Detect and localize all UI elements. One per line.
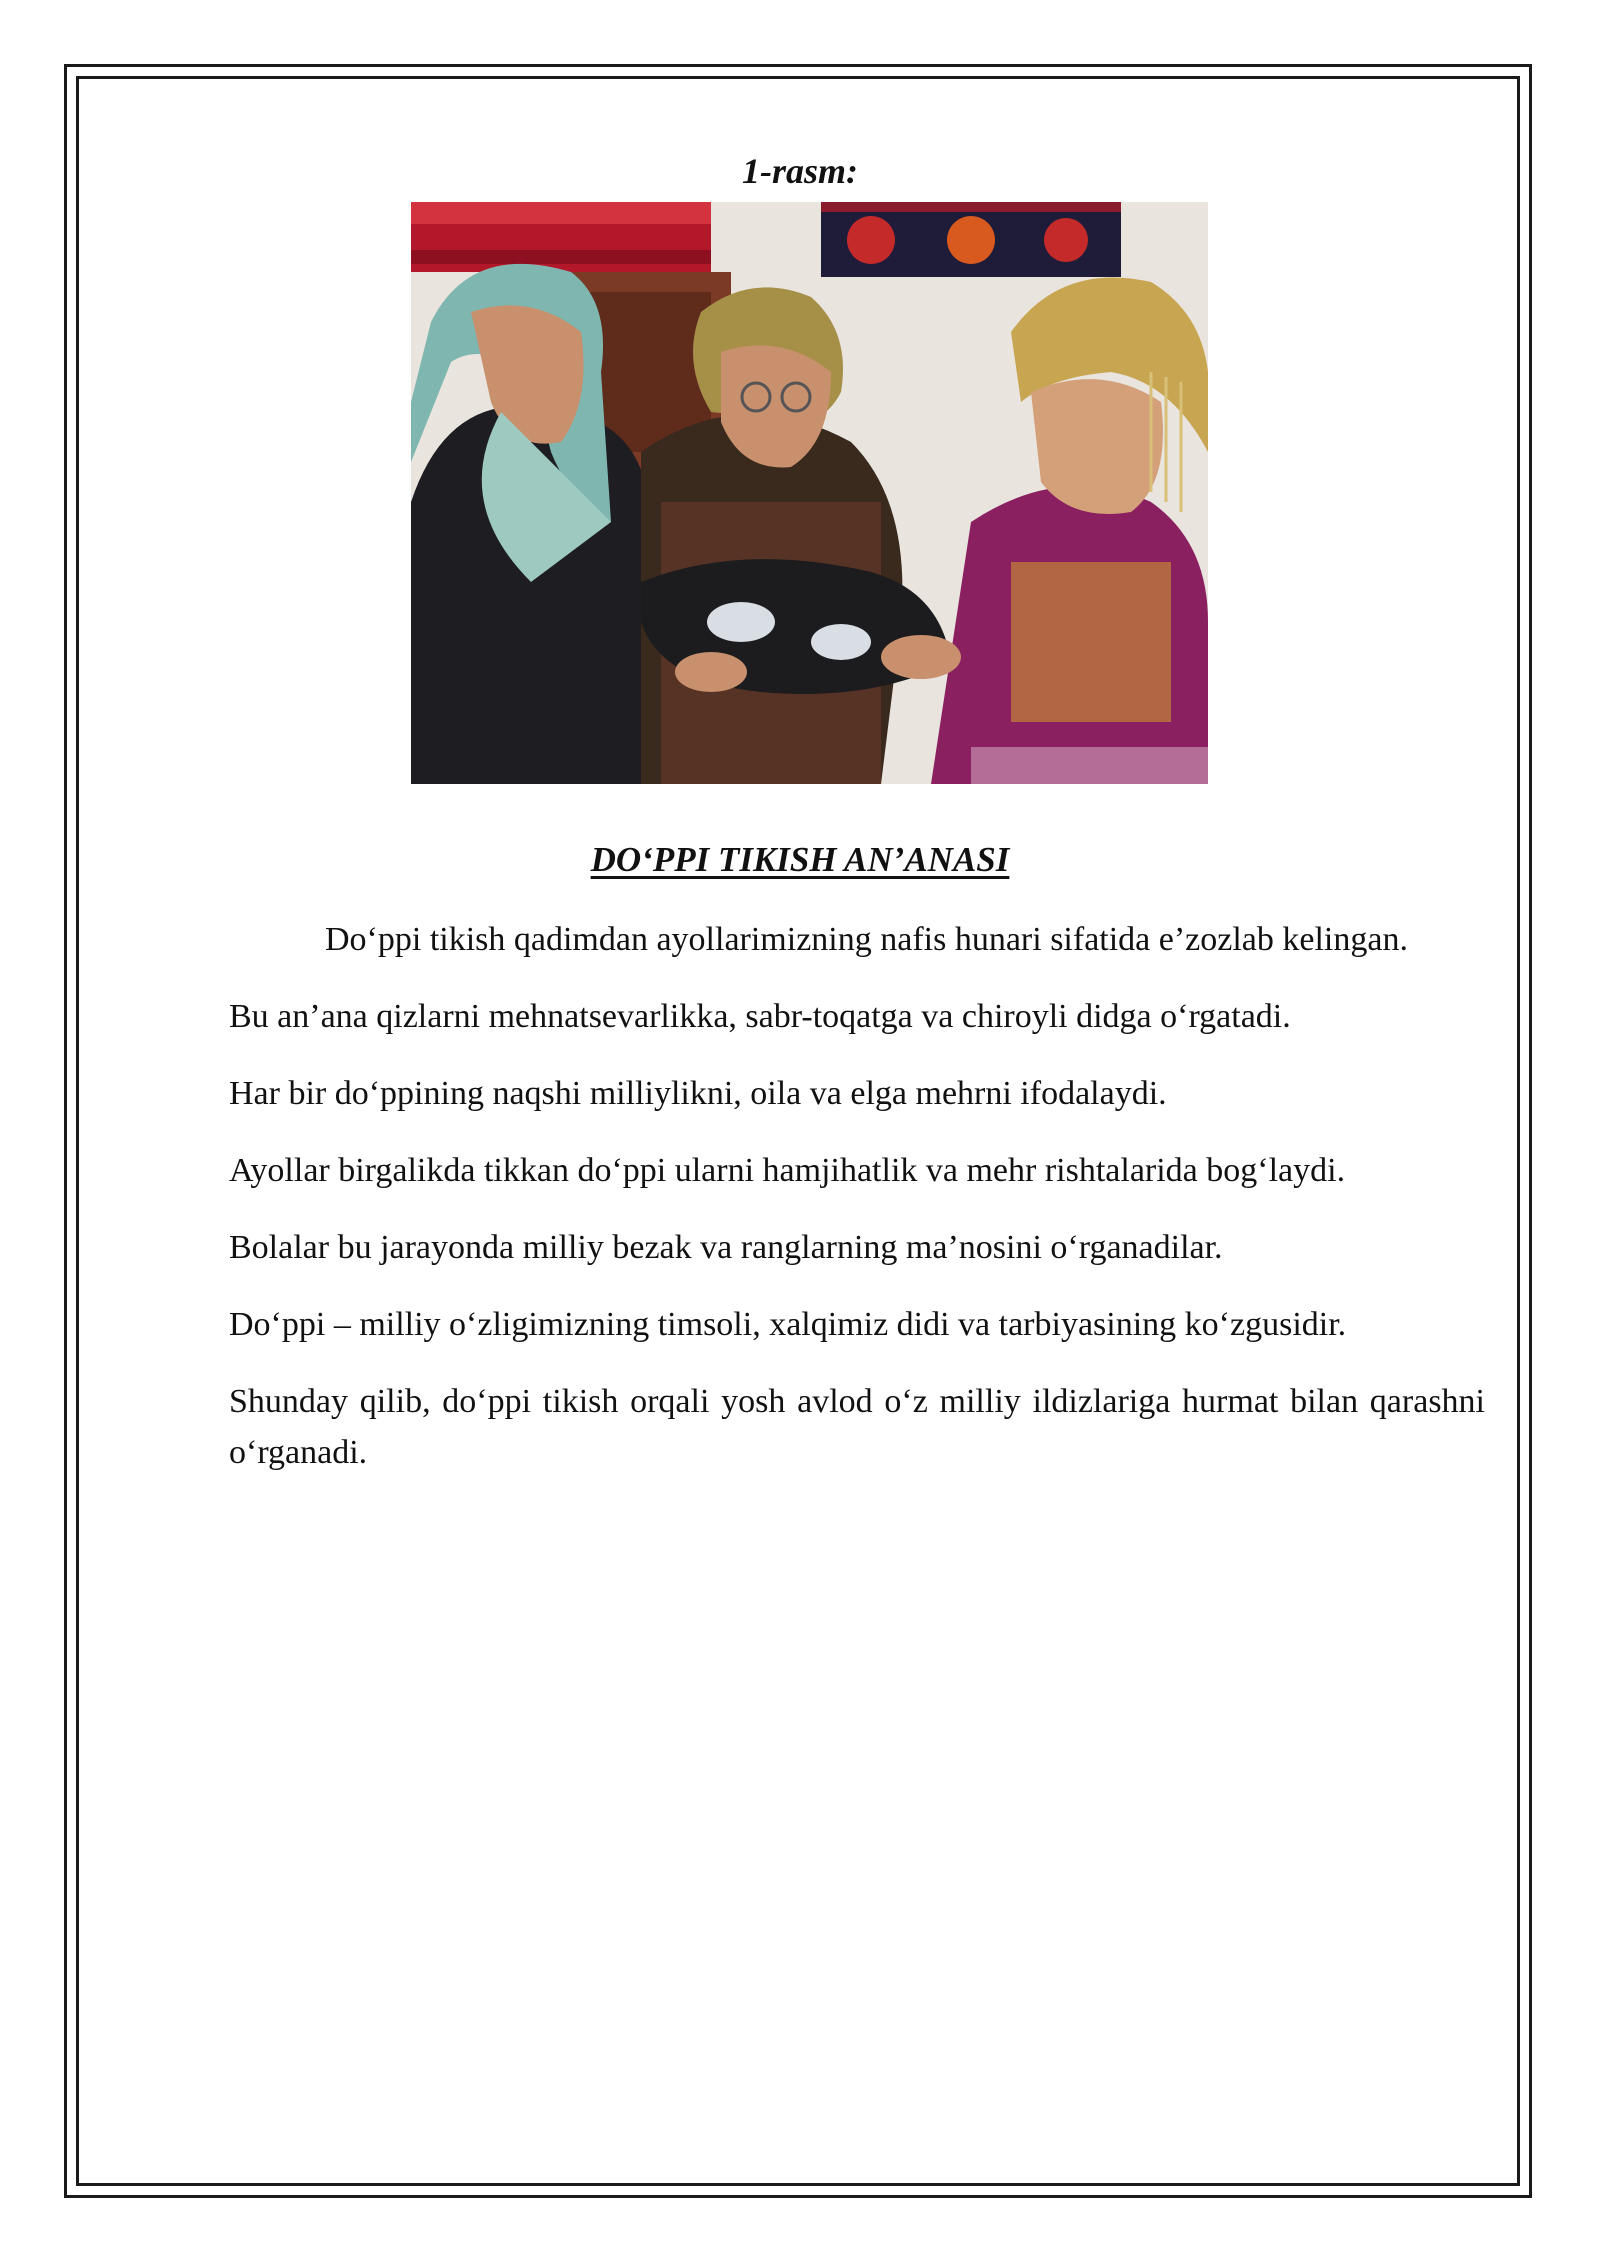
photo-women-embroidering-doppi bbox=[411, 202, 1208, 784]
paragraph: Bu an’ana qizlarni mehnatsevarlikka, sabr-toqatga va chiroyli didga o‘rgatadi. bbox=[229, 998, 1291, 1035]
paragraph: Do‘ppi – milliy o‘zligimizning timsoli, xalqimiz didi va tarbiyasining ko‘zgusidir. bbox=[229, 1306, 1347, 1343]
article-body bbox=[229, 914, 1485, 1504]
paragraph: Har bir do‘ppining naqshi milliylikni, oila va elga mehrni ifodalaydi. bbox=[229, 1075, 1167, 1112]
paragraph: Shunday qilib, do‘ppi tikish orqali yosh avlod o‘z milliy ildizlariga hurmat bilan qarashni o‘rganadi. bbox=[229, 1383, 1485, 1471]
figure-caption: 1-rasm: bbox=[742, 151, 858, 191]
paragraph: Do‘ppi tikish qadimdan ayollarimizning nafis hunari sifatida e’zozlab kelingan. bbox=[325, 921, 1408, 958]
article-title: DO‘PPI TIKISH AN’ANASI bbox=[590, 840, 1010, 879]
paragraph: Bolalar bu jarayonda milliy bezak va ranglarning ma’nosini o‘rganadilar. bbox=[229, 1229, 1223, 1266]
paragraph: Ayollar birgalikda tikkan do‘ppi ularni hamjihatlik va mehr rishtalarida bog‘laydi. bbox=[229, 1152, 1346, 1189]
